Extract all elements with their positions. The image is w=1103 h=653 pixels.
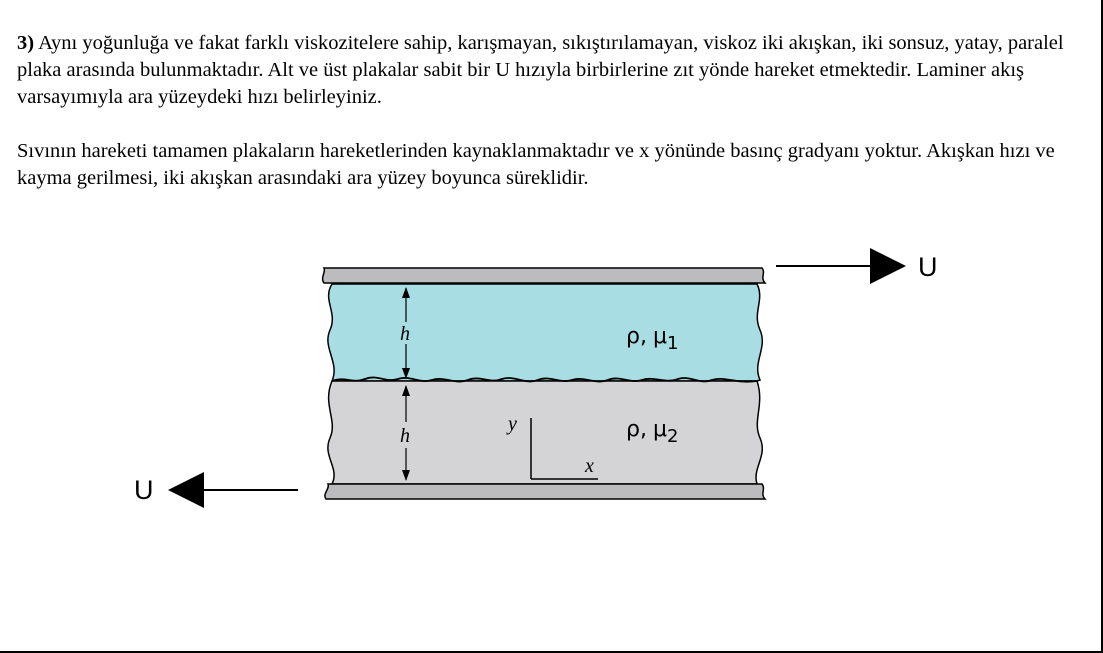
top-velocity-label: U xyxy=(918,252,938,282)
bottom-velocity-arrow xyxy=(168,472,298,508)
top-plate xyxy=(323,268,765,283)
paragraph-2: Sıvının hareketi tamamen plakaların hareketlerinden kaynaklanmaktadır ve x yönünde basınç gradyanı yoktur. Akışkan hızı ve kayma gerilmesi, iki akışkan arasındaki ara yüzey boyunca süreklidir. xyxy=(17,140,1055,189)
x-axis-label: x xyxy=(585,455,594,477)
upper-thickness-label: h xyxy=(400,323,410,345)
bottom-velocity-label: U xyxy=(134,475,154,505)
upper-fluid-layer xyxy=(328,284,762,381)
upper-mu: μ xyxy=(652,324,667,349)
problem-statement: Aynı yoğunluğa ve fakat farklı viskozitelere sahip, karışmayan, sıkıştırılamayan, viskoz iki akışkan, iki sonsuz, yatay, paralel plaka arasında bulunmaktadır. Alt ve üst plakalar sabit bir U hızıyla birbirlerine zıt yönde hareket etmektedir. Laminer akış varsayımıyla ara yüzeydeki hızı belirleyiniz. xyxy=(17,32,1064,108)
lower-mu-subscript: 2 xyxy=(666,426,679,447)
upper-mu-subscript: 1 xyxy=(666,333,679,354)
problem-number: 3) xyxy=(17,32,35,54)
y-axis-label: y xyxy=(508,413,517,435)
top-velocity-arrow xyxy=(776,248,906,284)
lower-mu: μ xyxy=(652,417,667,442)
lower-fluid-layer xyxy=(328,381,762,484)
upper-rho: ρ, xyxy=(626,324,647,349)
bottom-plate xyxy=(325,484,765,499)
lower-rho: ρ, xyxy=(626,417,647,442)
lower-thickness-label: h xyxy=(400,425,410,447)
